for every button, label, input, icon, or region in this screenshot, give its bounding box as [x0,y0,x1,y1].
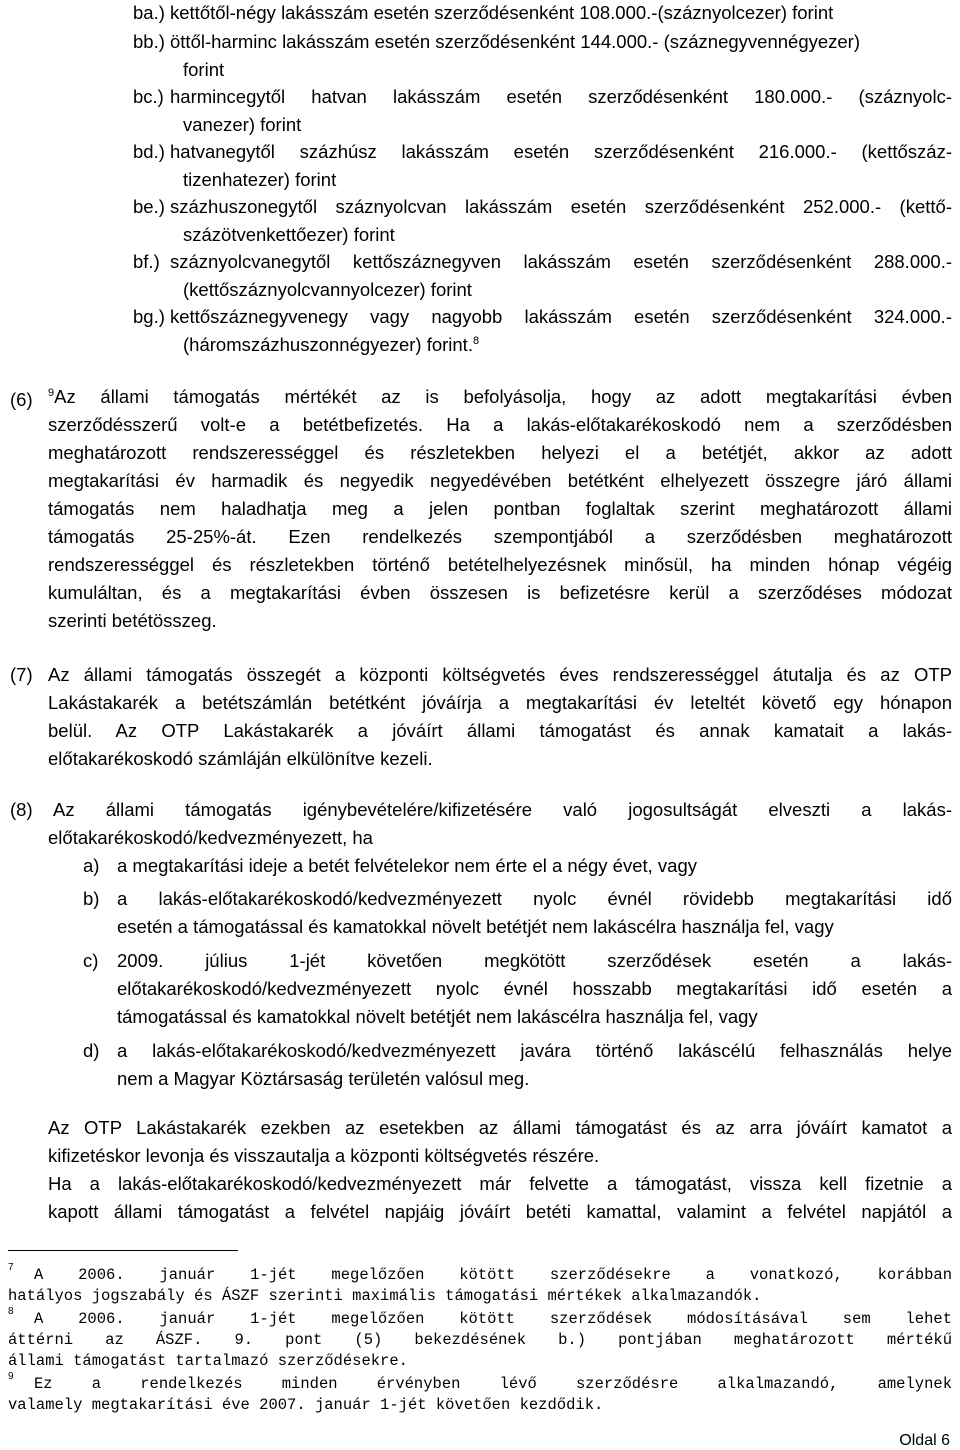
tier-label: be.) [133,196,165,217]
paragraph-line: rendszerességgel és részletekben történő betételhelyezésnek minősül, ha minden hónap végéig [48,554,952,575]
paragraph-line: kifizetéskor levonja és visszautalja a központi költségvetés részére. [48,1145,600,1166]
footnote-line: A 2006. január 1-jét megelőzően kötött szerződésekre a vonatkozó, korábban [34,1266,952,1284]
tier-label: bb.) [133,31,165,52]
paragraph-line: előtakarékoskodó számláján elkülönítve kezeli. [48,748,433,769]
tier-text: hatvanegytől százhúsz lakásszám esetén szerződésenként 216.000.- (kettőszáz- [170,141,952,162]
tier-text: száznyolcvanegytől kettőszáznegyven lakásszám esetén szerződésenként 288.000.- [170,251,952,272]
page-number: Oldal 6 [899,1432,950,1449]
paragraph-line: szerinti betétösszeg. [48,610,217,631]
footnote-line: állami támogatást tartalmazó szerződésekre. [8,1352,408,1370]
list-item-label: a) [83,855,100,876]
tier-label: bf.) [133,251,160,272]
list-item-text: 2009. július 1-jét követően megkötött szerződések esetén a lakás- [117,950,952,971]
paragraph-line: Az állami támogatás összegét a központi költségvetés éves rendszerességgel átutalja és az OTP [48,664,952,685]
paragraph-line: támogatás nem haladhatja meg a jelen pontban foglaltak szerint meghatározott állami [48,498,952,519]
list-item-text: a megtakarítási ideje a betét felvételekor nem érte el a négy évet, vagy [117,855,697,876]
tier-text: (kettőszáznyolcvannyolcezer) forint [183,279,472,300]
paragraph-line: kapott állami támogatást a felvétel napjáig jóváírt betéti kamattal, valamint a felvétel napjától a [48,1201,952,1222]
footnote-line: A 2006. január 1-jét megelőzően kötött szerződések módosításával sem lehet [34,1310,952,1328]
footnote-separator [8,1250,238,1251]
tier-label: bc.) [133,86,164,107]
list-item-label: d) [83,1040,100,1061]
paragraph-line: Lakástakarék a betétszámlán betétként jóváírja a megtakarítási év leteltét követő egy hónapon [48,692,952,713]
footnote-number: 9 [8,1371,14,1382]
tier-text: százhuszonegytől száznyolcvan lakásszám esetén szerződésenként 252.000.- (kettő- [170,196,952,217]
list-item-label: b) [83,888,100,909]
tier-label: bg.) [133,306,165,327]
tier-text: vanezer) forint [183,114,302,135]
paragraph-line: Az állami támogatás igénybevételére/kifizetésére való jogosultságát elveszti a lakás- [53,799,952,820]
paragraph-line: meghatározott rendszerességgel és részletekben helyezi el a betétjét, akkor az adott [48,442,952,463]
footnote-ref: 8 [472,334,480,347]
tier-text: százötvenkettőezer) forint [183,224,395,245]
paragraph-line: támogatás 25-25%-át. Ezen rendelkezés szempontjából a szerződésben meghatározott [48,526,952,547]
paragraph-line: Az OTP Lakástakarék ezekben az esetekben az állami támogatást és az arra jóváírt kamatot a [48,1117,952,1138]
footnote-ref: 9 [48,386,55,399]
tier-text: tizenhatezer) forint [183,169,337,190]
list-item-text: a lakás-előtakarékoskodó/kedvezményezett javára történő lakáscélú felhasználás helye [117,1040,952,1061]
paragraph-line: előtakarékoskodó/kedvezményezett, ha [48,827,373,848]
tier-label: ba.) [133,2,165,23]
paragraph-line: belül. Az OTP Lakástakarék a jóváírt állami támogatást és annak kamatait a lakás- [48,720,952,741]
paragraph-line: Ha a lakás-előtakarékoskodó/kedvezményezett már felvette a támogatást, vissza kell fizetnie a [48,1173,952,1194]
tier-text: harmincegytől hatvan lakásszám esetén szerződésenként 180.000.- (száznyolc- [170,86,952,107]
tier-text: kettőtől-négy lakásszám esetén szerződésenként 108.000.-(száznyolcezer) forint [170,2,834,23]
paragraph-line: megtakarítási év harmadik és negyedik negyedévében betétként elhelyezett összegre járó állami [48,470,952,491]
list-item-text: előtakarékoskodó/kedvezményezett nyolc évnél hosszabb megtakarítási idő esetén a [117,978,952,999]
list-item-text: a lakás-előtakarékoskodó/kedvezményezett nyolc évnél rövidebb megtakarítási idő [117,888,952,909]
footnote-number: 8 [8,1306,14,1317]
paragraph-line: $^9$Az állami támogatás mértékét az is befolyásolja, hogy az adott megtakarítási évben [48,386,952,407]
list-item-text: nem a Magyar Köztársaság területén valósul meg. [117,1068,530,1089]
footnote-line: hatályos jogszabály és ÁSZF szerinti maximális támogatási mértékek alkalmazandók. [8,1287,762,1305]
paragraph-number: (7) [10,664,33,685]
footnote-number: 7 [8,1262,14,1273]
tier-text: (háromszázhuszonnégyezer) forint.$^8$ [183,334,480,355]
list-item-text: esetén a támogatással és kamatokkal növelt betétjét nem lakáscélra használja fel, vagy [117,916,834,937]
paragraph-line: kumuláltan, és a megtakarítási évben összesen is befizetésre kerül a szerződéses módozat [48,582,952,603]
tier-text: öttől-harminc lakásszám esetén szerződésenként 144.000.- (száznegyvennégyezer) [170,31,861,52]
footnote-line: áttérni az ÁSZF. 9. pont (5) bekezdésének b.) pontjában meghatározott mértékű [8,1331,952,1349]
paragraph-number: (6) [10,389,33,410]
tier-text: forint [183,59,225,80]
paragraph-line: szerződésszerű volt-e a betétbefizetés. Ha a lakás-előtakarékoskodó nem a szerződésben [48,414,952,435]
footnote-line: Ez a rendelkezés minden érvényben lévő szerződésre alkalmazandó, amelynek [34,1375,952,1393]
tier-text: kettőszáznegyvenegy vagy nagyobb lakásszám esetén szerződésenként 324.000.- [170,306,952,327]
paragraph-number: (8) [10,799,33,820]
list-item-text: támogatással és kamatokkal növelt betétjét nem lakáscélra használja fel, vagy [117,1006,758,1027]
tier-label: bd.) [133,141,165,162]
footnote-line: valamely megtakarítási éve 2007. január 1-jét követően kezdődik. [8,1396,604,1414]
list-item-label: c) [83,950,99,971]
